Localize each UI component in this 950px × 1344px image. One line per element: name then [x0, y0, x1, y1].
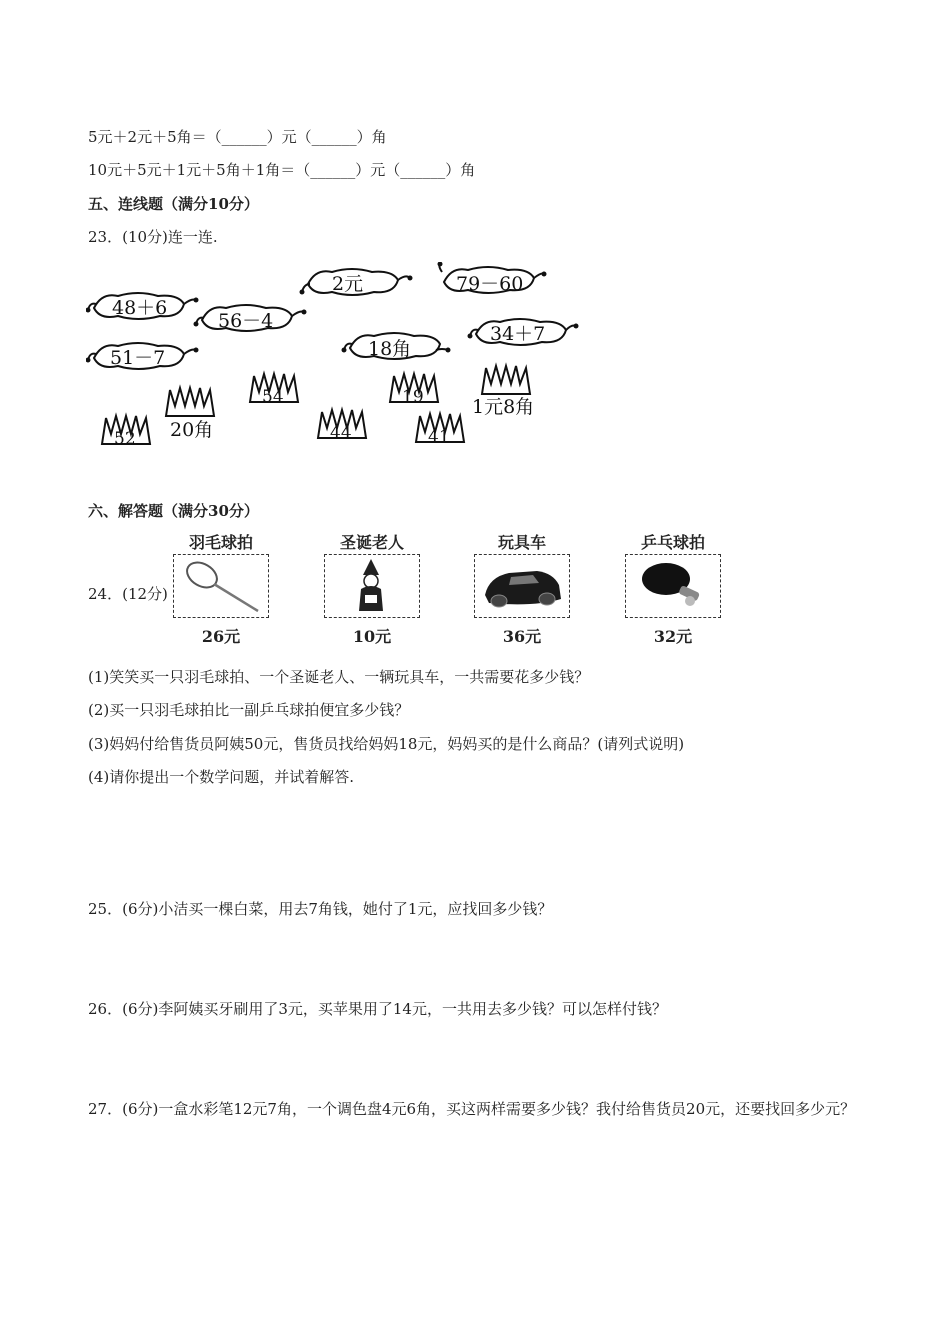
leaf-3[interactable]: [86, 343, 199, 369]
matching-figure: [86, 262, 606, 452]
grass-label: 44: [330, 423, 352, 443]
grass-3[interactable]: [102, 416, 150, 449]
grass-5[interactable]: [416, 414, 464, 447]
equation-1: 5元＋2元＋5角＝（______）元（______）角: [88, 128, 387, 146]
question-23: 23．(10分)连一连.: [88, 228, 218, 246]
leaf-label: 34＋7: [490, 323, 546, 345]
grass-label: 54: [262, 387, 284, 407]
product-price-toy-car: 36元: [502, 627, 542, 646]
product-name-ping-pong: 乒乓球拍: [640, 533, 705, 552]
section-5-title: 五、连线题（满分10分）: [88, 195, 259, 213]
equation-2: 10元＋5元＋1元＋5角＋1角＝（______）元（______）角: [88, 161, 476, 179]
badminton-racket-icon: [174, 555, 267, 616]
leaf-1[interactable]: [86, 293, 199, 319]
leaf-label: 51－7: [110, 347, 166, 369]
leaf-5[interactable]: [438, 262, 547, 295]
leaf-label: 79－60: [456, 273, 524, 295]
grass-label: 41: [428, 427, 450, 447]
question-24-label: 24．(12分): [88, 585, 168, 603]
product-price-badminton: 26元: [201, 627, 241, 646]
grass-20jiao[interactable]: [166, 388, 214, 416]
product-name-toy-car: 玩具车: [497, 533, 546, 552]
product-price-ping-pong: 32元: [653, 627, 693, 646]
leaf-2[interactable]: [194, 305, 307, 332]
product-price-santa: 10元: [352, 627, 392, 646]
question-24-part-2: (2)买一只羽毛球拍比一副乒乓球拍便宜多少钱？: [88, 701, 410, 719]
leaf-label: 56－4: [218, 310, 274, 332]
question-24-part-4: (4)请你提出一个数学问题，并试着解答.: [88, 768, 355, 786]
product-box-toy-car[interactable]: [474, 554, 570, 618]
product-box-santa[interactable]: [324, 554, 420, 618]
product-box-ping-pong[interactable]: [625, 554, 721, 618]
question-24-part-3: (3)妈妈付给售货员阿姨50元，售货员找给妈妈18元，妈妈买的是什么商品？(请列式说明): [88, 735, 685, 753]
grass-label: 52: [114, 429, 136, 449]
question-24-part-1: (1)笑笑买一只羽毛球拍、一个圣诞老人、一辆玩具车，一共需要花多少钱？: [88, 668, 590, 686]
santa-claus-icon: [325, 555, 418, 616]
grass-1yuan8jiao[interactable]: [482, 366, 530, 394]
question-27: 27．(6分)一盒水彩笔12元7角，一个调色盘4元6角，买这两样需要多少钱？我付给售货员20元，还要找回多少元？: [88, 1100, 856, 1118]
ping-pong-paddle-icon: [626, 555, 719, 616]
money-label-20jiao: 20角: [170, 419, 214, 441]
product-name-badminton: 羽毛球拍: [188, 533, 253, 552]
grass-2[interactable]: [390, 374, 438, 407]
grass-1[interactable]: [250, 374, 298, 407]
leaf-label: 2元: [332, 273, 364, 295]
leaf-label: 48＋6: [112, 297, 168, 319]
leaf-4[interactable]: [300, 269, 413, 295]
toy-car-icon: [475, 555, 568, 616]
product-name-santa: 圣诞老人: [339, 533, 404, 552]
leaf-label: 18角: [368, 338, 412, 360]
money-label-1yuan8jiao: 1元8角: [472, 396, 535, 418]
question-26: 26．(6分)李阿姨买牙刷用了3元，买苹果用了14元，一共用去多少钱？可以怎样付钱？: [88, 1000, 667, 1018]
grass-4[interactable]: [318, 410, 366, 443]
section-6-title: 六、解答题（满分30分）: [88, 502, 259, 520]
question-25: 25．(6分)小洁买一棵白菜，用去7角钱，她付了1元，应找回多少钱？: [88, 900, 553, 918]
leaf-7[interactable]: [468, 319, 579, 345]
leaf-6[interactable]: [342, 333, 451, 360]
product-box-badminton[interactable]: [173, 554, 269, 618]
grass-label: 19: [402, 387, 424, 407]
